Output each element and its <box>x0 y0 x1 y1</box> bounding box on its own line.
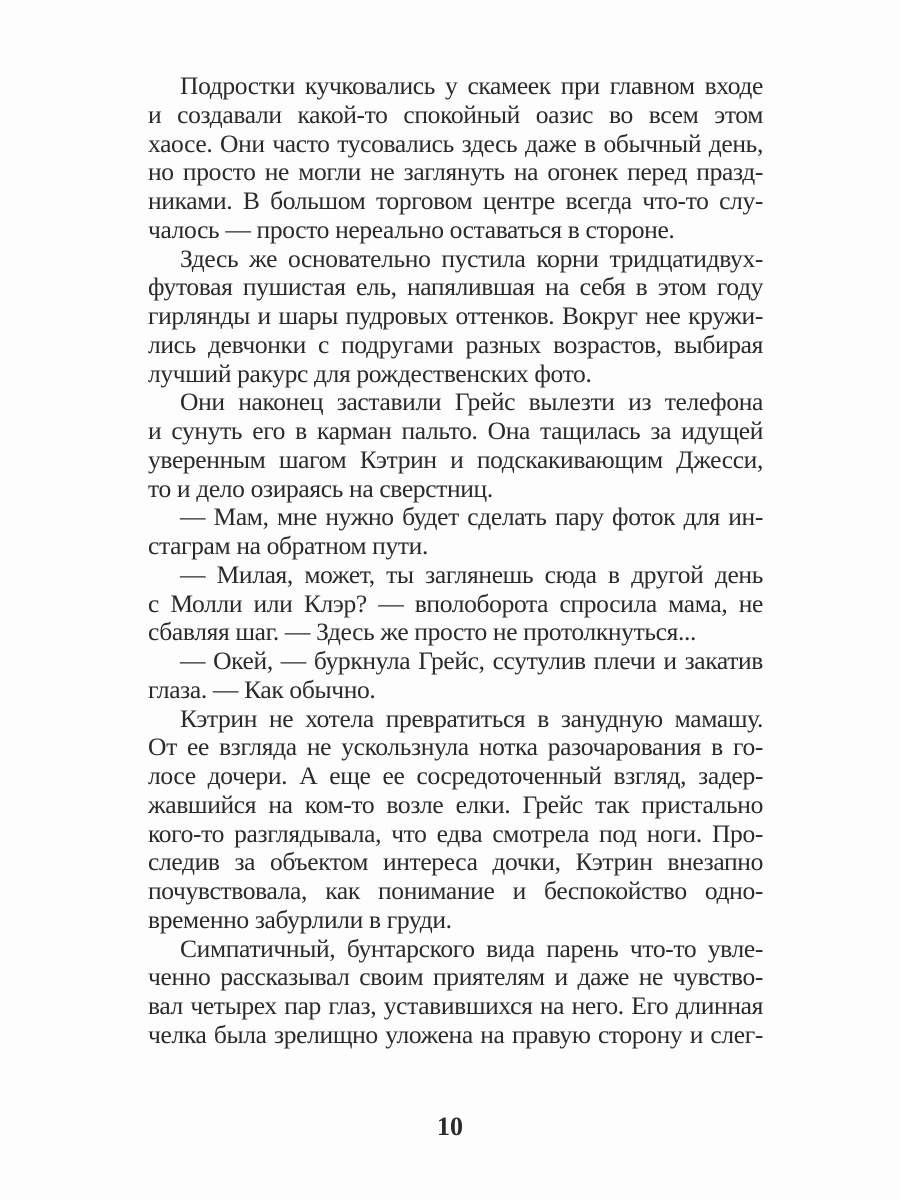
text-line: и создавали какой-то спокойный оазис во всем этом <box>148 99 763 129</box>
text-line: ченно рассказывал своим приятелям и даже не чувство- <box>148 962 763 992</box>
text-line: уверенным шагом Кэтрин и подскакивающим Джесси, <box>148 444 763 474</box>
text-line: От ее взгляда не ускользнула нотка разочарования в го- <box>148 732 763 762</box>
text-line: футовая пушистая ель, напялившая на себя в этом году <box>148 272 763 302</box>
page-number: 10 <box>437 1112 463 1141</box>
text-line: стаграм на обратном пути. <box>148 531 428 560</box>
body-text <box>148 72 763 1050</box>
text-line: хаосе. Они часто тусовались здесь даже в обычный день, <box>148 128 763 158</box>
paragraph <box>148 503 763 561</box>
text-line: но просто не могли не заглянуть на огонек перед празд- <box>148 157 763 187</box>
text-line: Кэтрин не хотела превратиться в занудную мамашу. <box>180 703 763 733</box>
text-line: Симпатичный, бунтарского вида парень что-то увле- <box>180 933 763 963</box>
text-line: — Окей, — буркнула Грейс, ссутулив плечи и закатив <box>180 646 763 675</box>
text-line: жавшийся на ком-то возле елки. Грейс так пристально <box>148 789 763 819</box>
text-line: с Молли или Клэр? — вполоборота спросила мама, не <box>148 588 763 618</box>
text-line: следив за объектом интереса дочки, Кэтрин внезапно <box>148 847 763 877</box>
text-line: Подростки кучковались у скамеек при главном входе <box>180 71 763 100</box>
text-line: — Милая, может, ты заглянешь сюда в другой день <box>180 559 763 589</box>
text-line: глаза. — Как обычно. <box>148 674 376 704</box>
text-line: лись девчонки с подругами разных возрастов, выбирая <box>148 329 763 359</box>
paragraph <box>148 561 763 647</box>
paragraph <box>148 245 763 389</box>
text-line: — Мам, мне нужно будет сделать пару фоток для ин- <box>180 502 763 532</box>
text-line: вал четырех пар глаз, уставившихся на него. Его длинная <box>148 991 763 1020</box>
text-line: кого-то разглядывала, что едва смотрела под ноги. Про- <box>148 818 763 848</box>
paragraph <box>148 72 763 245</box>
paragraph <box>148 647 763 705</box>
text-line: челка была зрелищно уложена на правую сторону и слег- <box>148 1019 763 1049</box>
text-line: Они наконец заставили Грейс вылезти из телефона <box>180 387 763 417</box>
text-line: чалось — просто нереально оставаться в стороне. <box>148 214 675 244</box>
text-line: почувствовала, как понимание и беспокойство одно- <box>148 876 763 905</box>
text-line: никами. В большом торговом центре всегда что-то слу- <box>148 186 763 215</box>
text-line: Здесь же основательно пустила корни тридцатидвух- <box>180 243 763 273</box>
text-line: сбавляя шаг. — Здесь же просто не протолкнуться... <box>148 617 697 647</box>
paragraph <box>148 388 763 503</box>
text-line: гирлянды и шары пудровых оттенков. Вокруг нее кружи- <box>148 301 763 330</box>
text-line: то и дело озираясь на сверстниц. <box>148 473 493 503</box>
text-line: лучший ракурс для рождественских фото. <box>148 358 592 388</box>
text-line: временно забурлили в груди. <box>148 904 452 934</box>
paragraph <box>148 935 763 1050</box>
paragraph <box>148 705 763 935</box>
text-line: и сунуть его в карман пальто. Она тащилась за идущей <box>148 416 763 445</box>
text-line: лосе дочери. А еще ее сосредоточенный взгляд, задер- <box>148 761 763 790</box>
